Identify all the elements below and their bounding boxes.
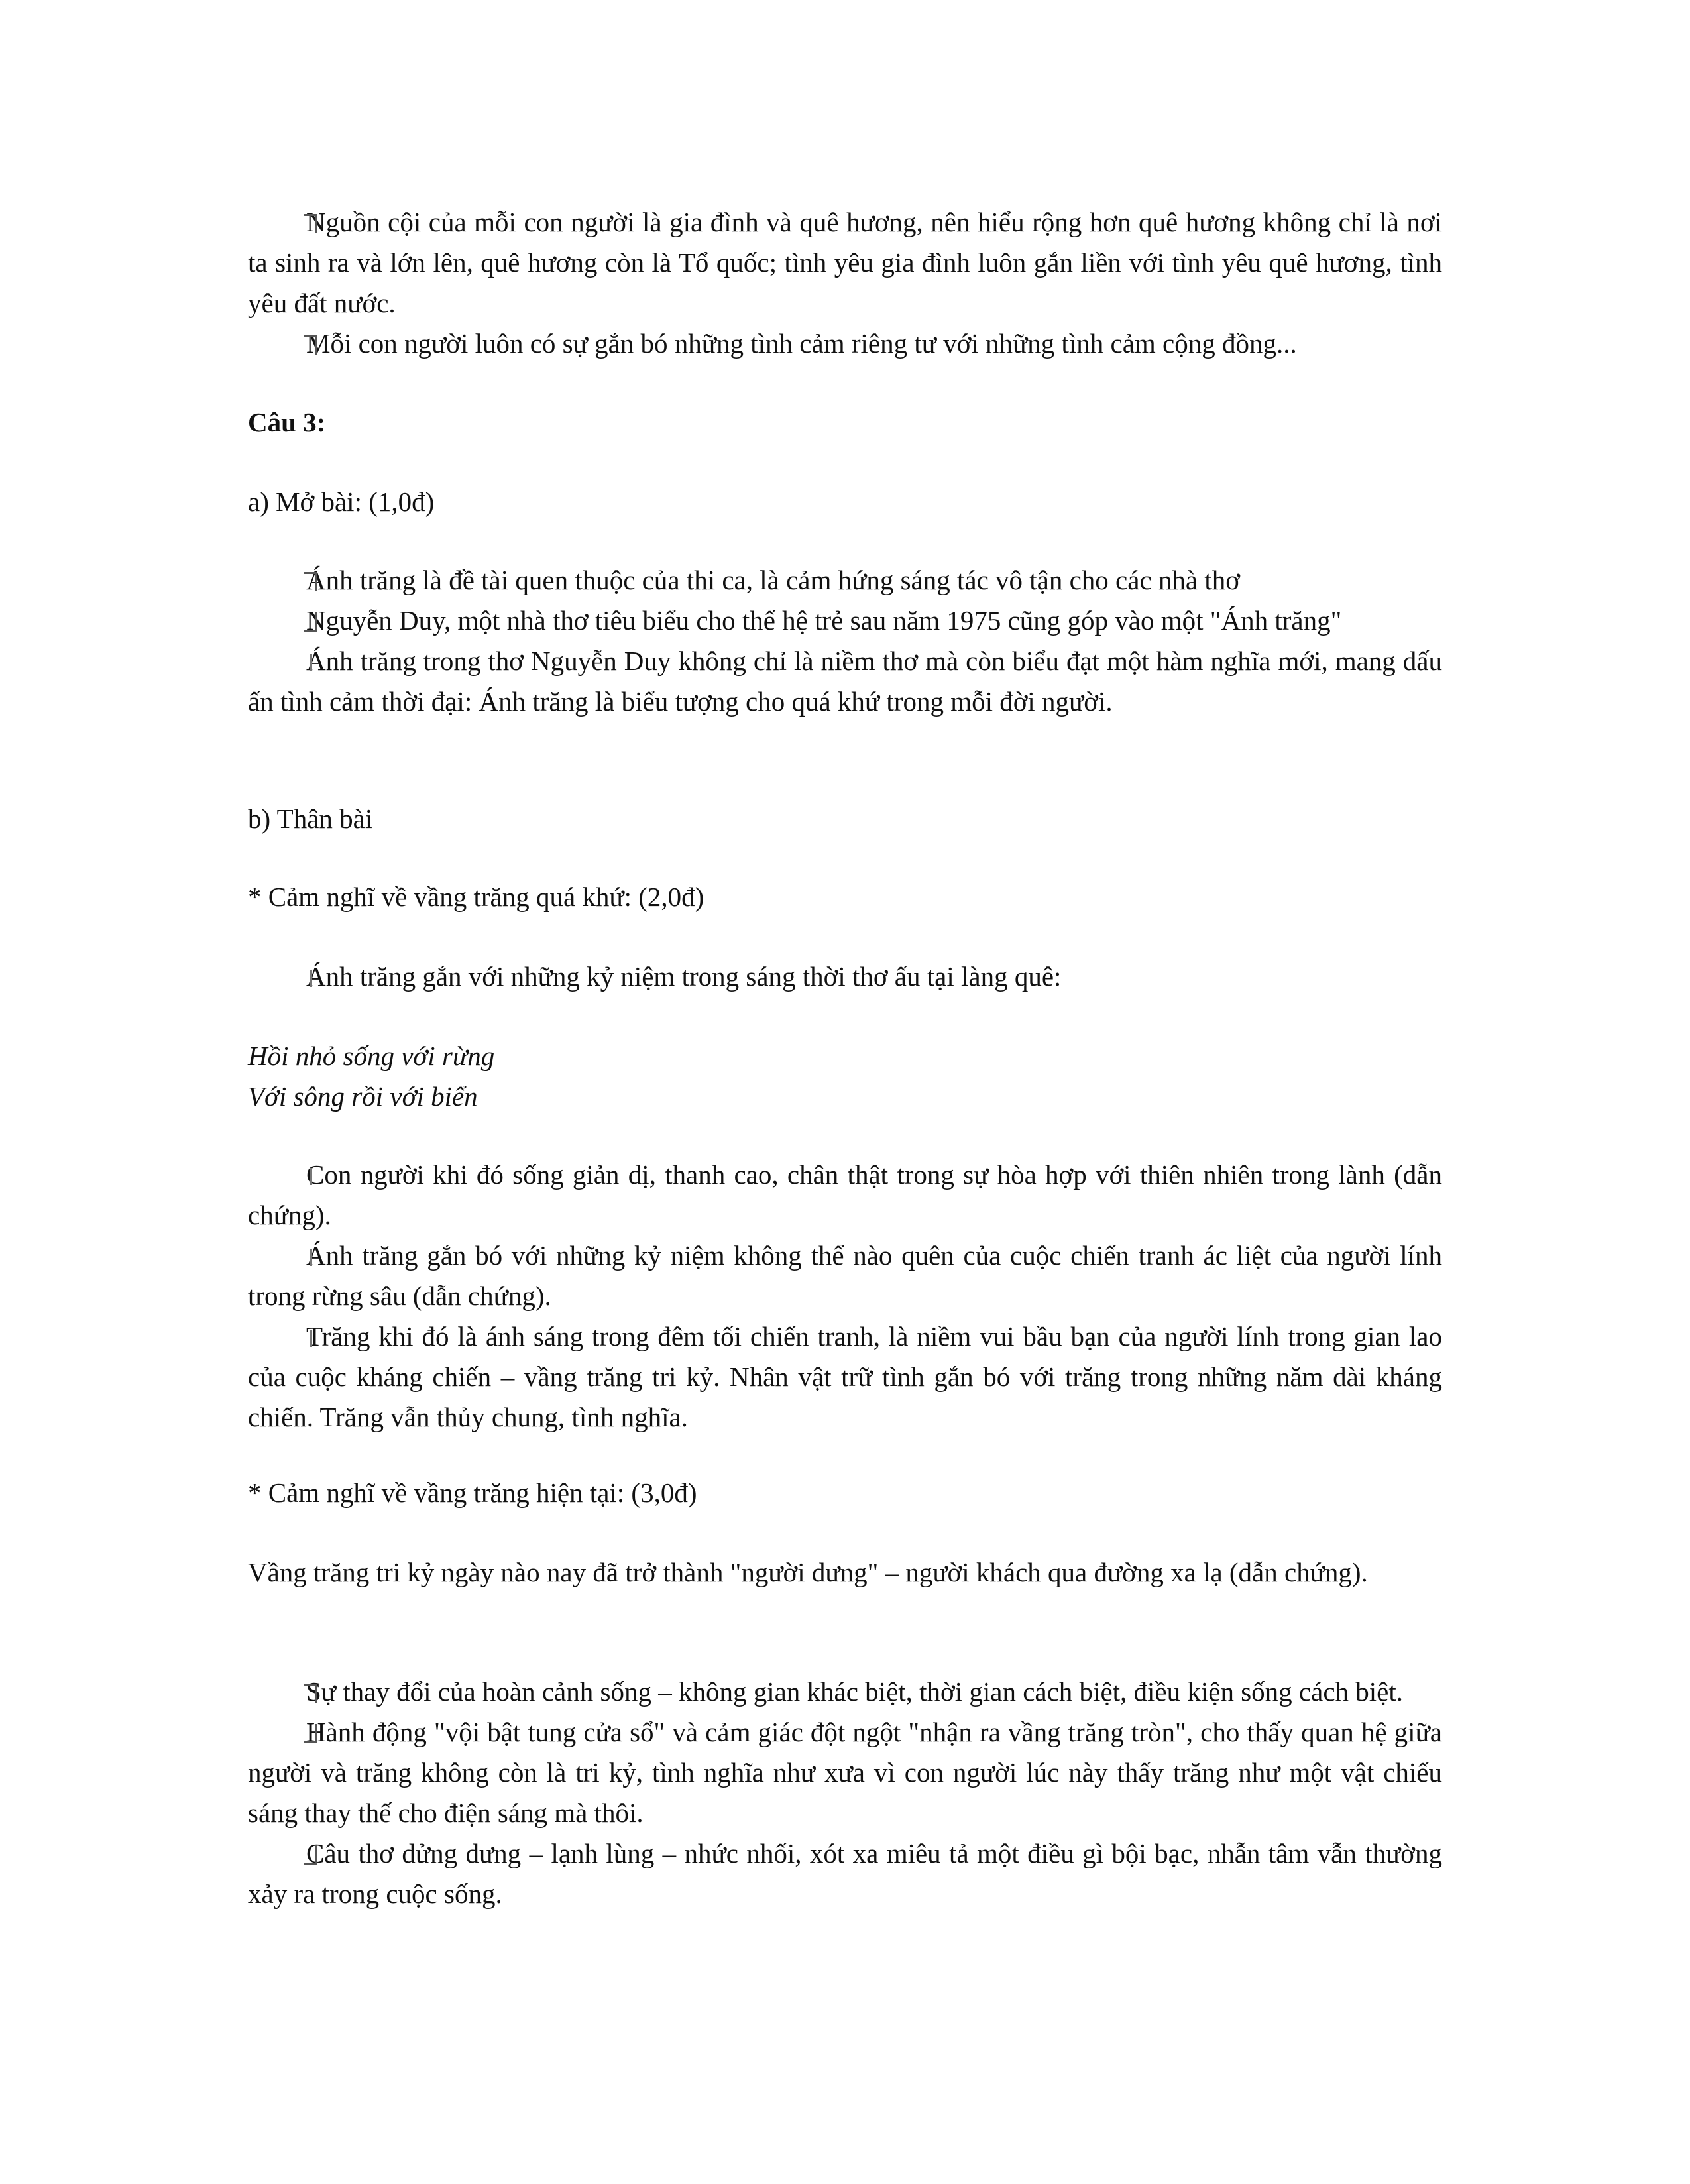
mo-bai-bullets <box>248 560 1442 722</box>
hien-tai-intro: Vầng trăng tri kỷ ngày nào nay đã trở thành "người dưng" – người khách qua đường xa lạ (dẫn chứng). <box>248 1557 1368 1587</box>
bullet-icon <box>298 1155 325 1195</box>
bullet-item <box>248 956 1442 997</box>
bullet-item <box>248 1712 1442 1833</box>
qua-khu-label: * Cảm nghĩ về vầng trăng quá khứ: (2,0đ) <box>248 882 704 912</box>
hien-tai-bullets <box>248 1672 1442 1914</box>
question-heading: Câu 3: <box>248 407 326 437</box>
bullet-text: Nguồn cội của mỗi con người là gia đình và quê hương, nên hiểu rộng hơn quê hương không chỉ là nơi ta sinh ra và lớn lên, quê hương còn là Tổ quốc; tình yêu gia đình luôn gắn liền với tình yêu quê hương, tình yêu đất nước. <box>248 207 1442 318</box>
bullet-text: Con người khi đó sống giản dị, thanh cao, chân thật trong sự hòa hợp với thiên nhiên trong lành (dẫn chứng). <box>248 1159 1442 1230</box>
bullet-item <box>248 1155 1442 1236</box>
hien-tai-label: * Cảm nghĩ về vầng trăng hiện tại: (3,0đ) <box>248 1477 697 1508</box>
bullet-item <box>248 1316 1442 1438</box>
bullet-text: Ánh trăng gắn bó với những kỷ niệm không thể nào quên của cuộc chiến tranh ác liệt của người lính trong rừng sâu (dẫn chứng). <box>248 1240 1442 1311</box>
bullet-item <box>248 1833 1442 1914</box>
bullet-item <box>248 202 1442 323</box>
bullet-icon <box>298 1236 325 1276</box>
bullet-item <box>248 1236 1442 1316</box>
bullet-text: Mỗi con người luôn có sự gắn bó những tình cảm riêng tư với những tình cảm cộng đồng... <box>306 328 1297 359</box>
bullet-item <box>248 641 1442 722</box>
bullet-text: Câu thơ dửng dưng – lạnh lùng – nhức nhối, xót xa miêu tả một điều gì bội bạc, nhẫn tâm vẫn thường xảy ra trong cuộc sống. <box>248 1838 1442 1909</box>
bullet-icon <box>298 560 325 601</box>
bullet-item <box>248 601 1442 641</box>
section1-bullets <box>248 202 1442 364</box>
poem-line: Với sông rồi với biển <box>248 1081 478 1112</box>
bullet-text: Ánh trăng gắn với những kỷ niệm trong sáng thời thơ ấu tại làng quê: <box>306 961 1062 992</box>
bullet-item <box>248 560 1442 601</box>
bullet-text: Nguyễn Duy, một nhà thơ tiêu biểu cho thế hệ trẻ sau năm 1975 cũng góp vào một "Ánh trăng" <box>306 605 1342 636</box>
bullet-icon <box>298 956 325 997</box>
bullet-icon <box>298 323 325 364</box>
mo-bai-label: a) Mở bài: (1,0đ) <box>248 487 435 517</box>
bullet-icon <box>298 1672 325 1712</box>
bullet-text: Ánh trăng là đề tài quen thuộc của thi ca, là cảm hứng sáng tác vô tận cho các nhà thơ <box>306 565 1240 595</box>
bullet-text: Hành động "vội bật tung cửa sổ" và cảm giác đột ngột "nhận ra vầng trăng tròn", cho thấy quan hệ giữa người và trăng không còn là tri kỷ, tình nghĩa như xưa vì con người lúc này thấy trăng như một vật chiếu sáng thay thế cho điện sáng mà thôi. <box>248 1717 1442 1828</box>
bullet-item <box>248 323 1442 364</box>
bullet-text: Trăng khi đó là ánh sáng trong đêm tối chiến tranh, là niềm vui bầu bạn của người lính trong gian lao của cuộc kháng chiến – vầng trăng tri kỷ. Nhân vật trữ tình gắn bó với trăng trong những năm dài kháng chiến. Trăng vẫn thủy chung, tình nghĩa. <box>248 1321 1442 1432</box>
bullet-icon <box>298 1712 325 1753</box>
qua-khu-bullets <box>248 1155 1442 1438</box>
poem-excerpt <box>248 1036 1442 1117</box>
bullet-text: Ánh trăng trong thơ Nguyễn Duy không chỉ là niềm thơ mà còn biểu đạt một hàm nghĩa mới, mang dấu ấn tình cảm thời đại: Ánh trăng là biểu tượng cho quá khứ trong mỗi đời người. <box>248 646 1442 717</box>
bullet-text: Sự thay đổi của hoàn cảnh sống – không gian khác biệt, thời gian cách biệt, điều kiện sống cách biệt. <box>306 1676 1403 1707</box>
bullet-icon <box>298 1316 325 1357</box>
bullet-icon <box>298 1833 325 1874</box>
bullet-item <box>248 1672 1442 1712</box>
than-bai-label: b) Thân bài <box>248 803 373 834</box>
bullet-icon <box>298 641 325 681</box>
poem-line: Hồi nhỏ sống với rừng <box>248 1041 495 1071</box>
bullet-icon <box>298 601 325 641</box>
bullet-icon <box>298 202 325 243</box>
